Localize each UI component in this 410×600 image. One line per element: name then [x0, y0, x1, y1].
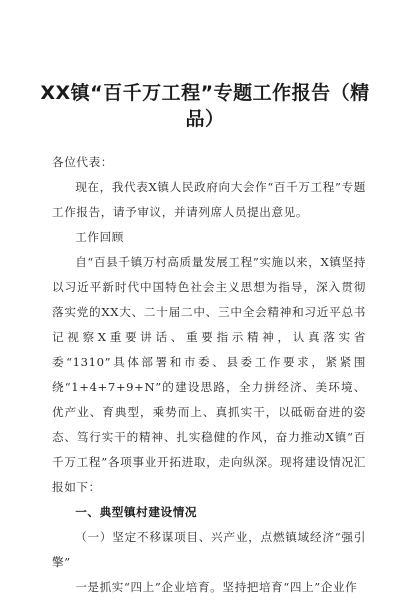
- document-title: XX镇“百千万工程”专题工作报告（精品）: [40, 82, 370, 130]
- salutation: 各位代表：: [52, 155, 113, 169]
- paragraph-work-review-heading: 工作回顾: [75, 230, 124, 244]
- subsection-heading: （一）坚定不移谋项目、兴产业，点燃镇域经济“强引擎”: [52, 530, 366, 569]
- paragraph-point-one: 一是抓实“四上”企业培育。坚持把培育“四上”企业作: [75, 580, 358, 594]
- section-heading: 一、典型镇村建设情况: [75, 505, 198, 519]
- document-body: [52, 150, 366, 600]
- paragraph-overview: 自“百县千镇万村高质量发展工程”实施以来，X镇坚持以习近平新时代中国特色社会主义思想为指导，深入贯彻落实党的XX大、二十届二中、三中全会精神和习近平总书记视察X重要讲话、重要指示精神，认真落实省委“1310”具体部署和市委、县委工作要求，紧紧围绕“1+4+7+9+N”的建设思路，全力拼经济、美环境、优产业、育典型，乘势而上、真抓实干，以砥砺奋进的姿态、笃行实干的精神、扎实稳健的作风，奋力推动X镇“百千万工程”各项事业开拓进取，走向纵深。现将建设情况汇报如下：: [52, 255, 366, 494]
- paragraph-intro: 现在，我代表X镇人民政府向大会作“百千万工程”专题工作报告，请予审议，并请列席人员提出意见。: [52, 180, 366, 219]
